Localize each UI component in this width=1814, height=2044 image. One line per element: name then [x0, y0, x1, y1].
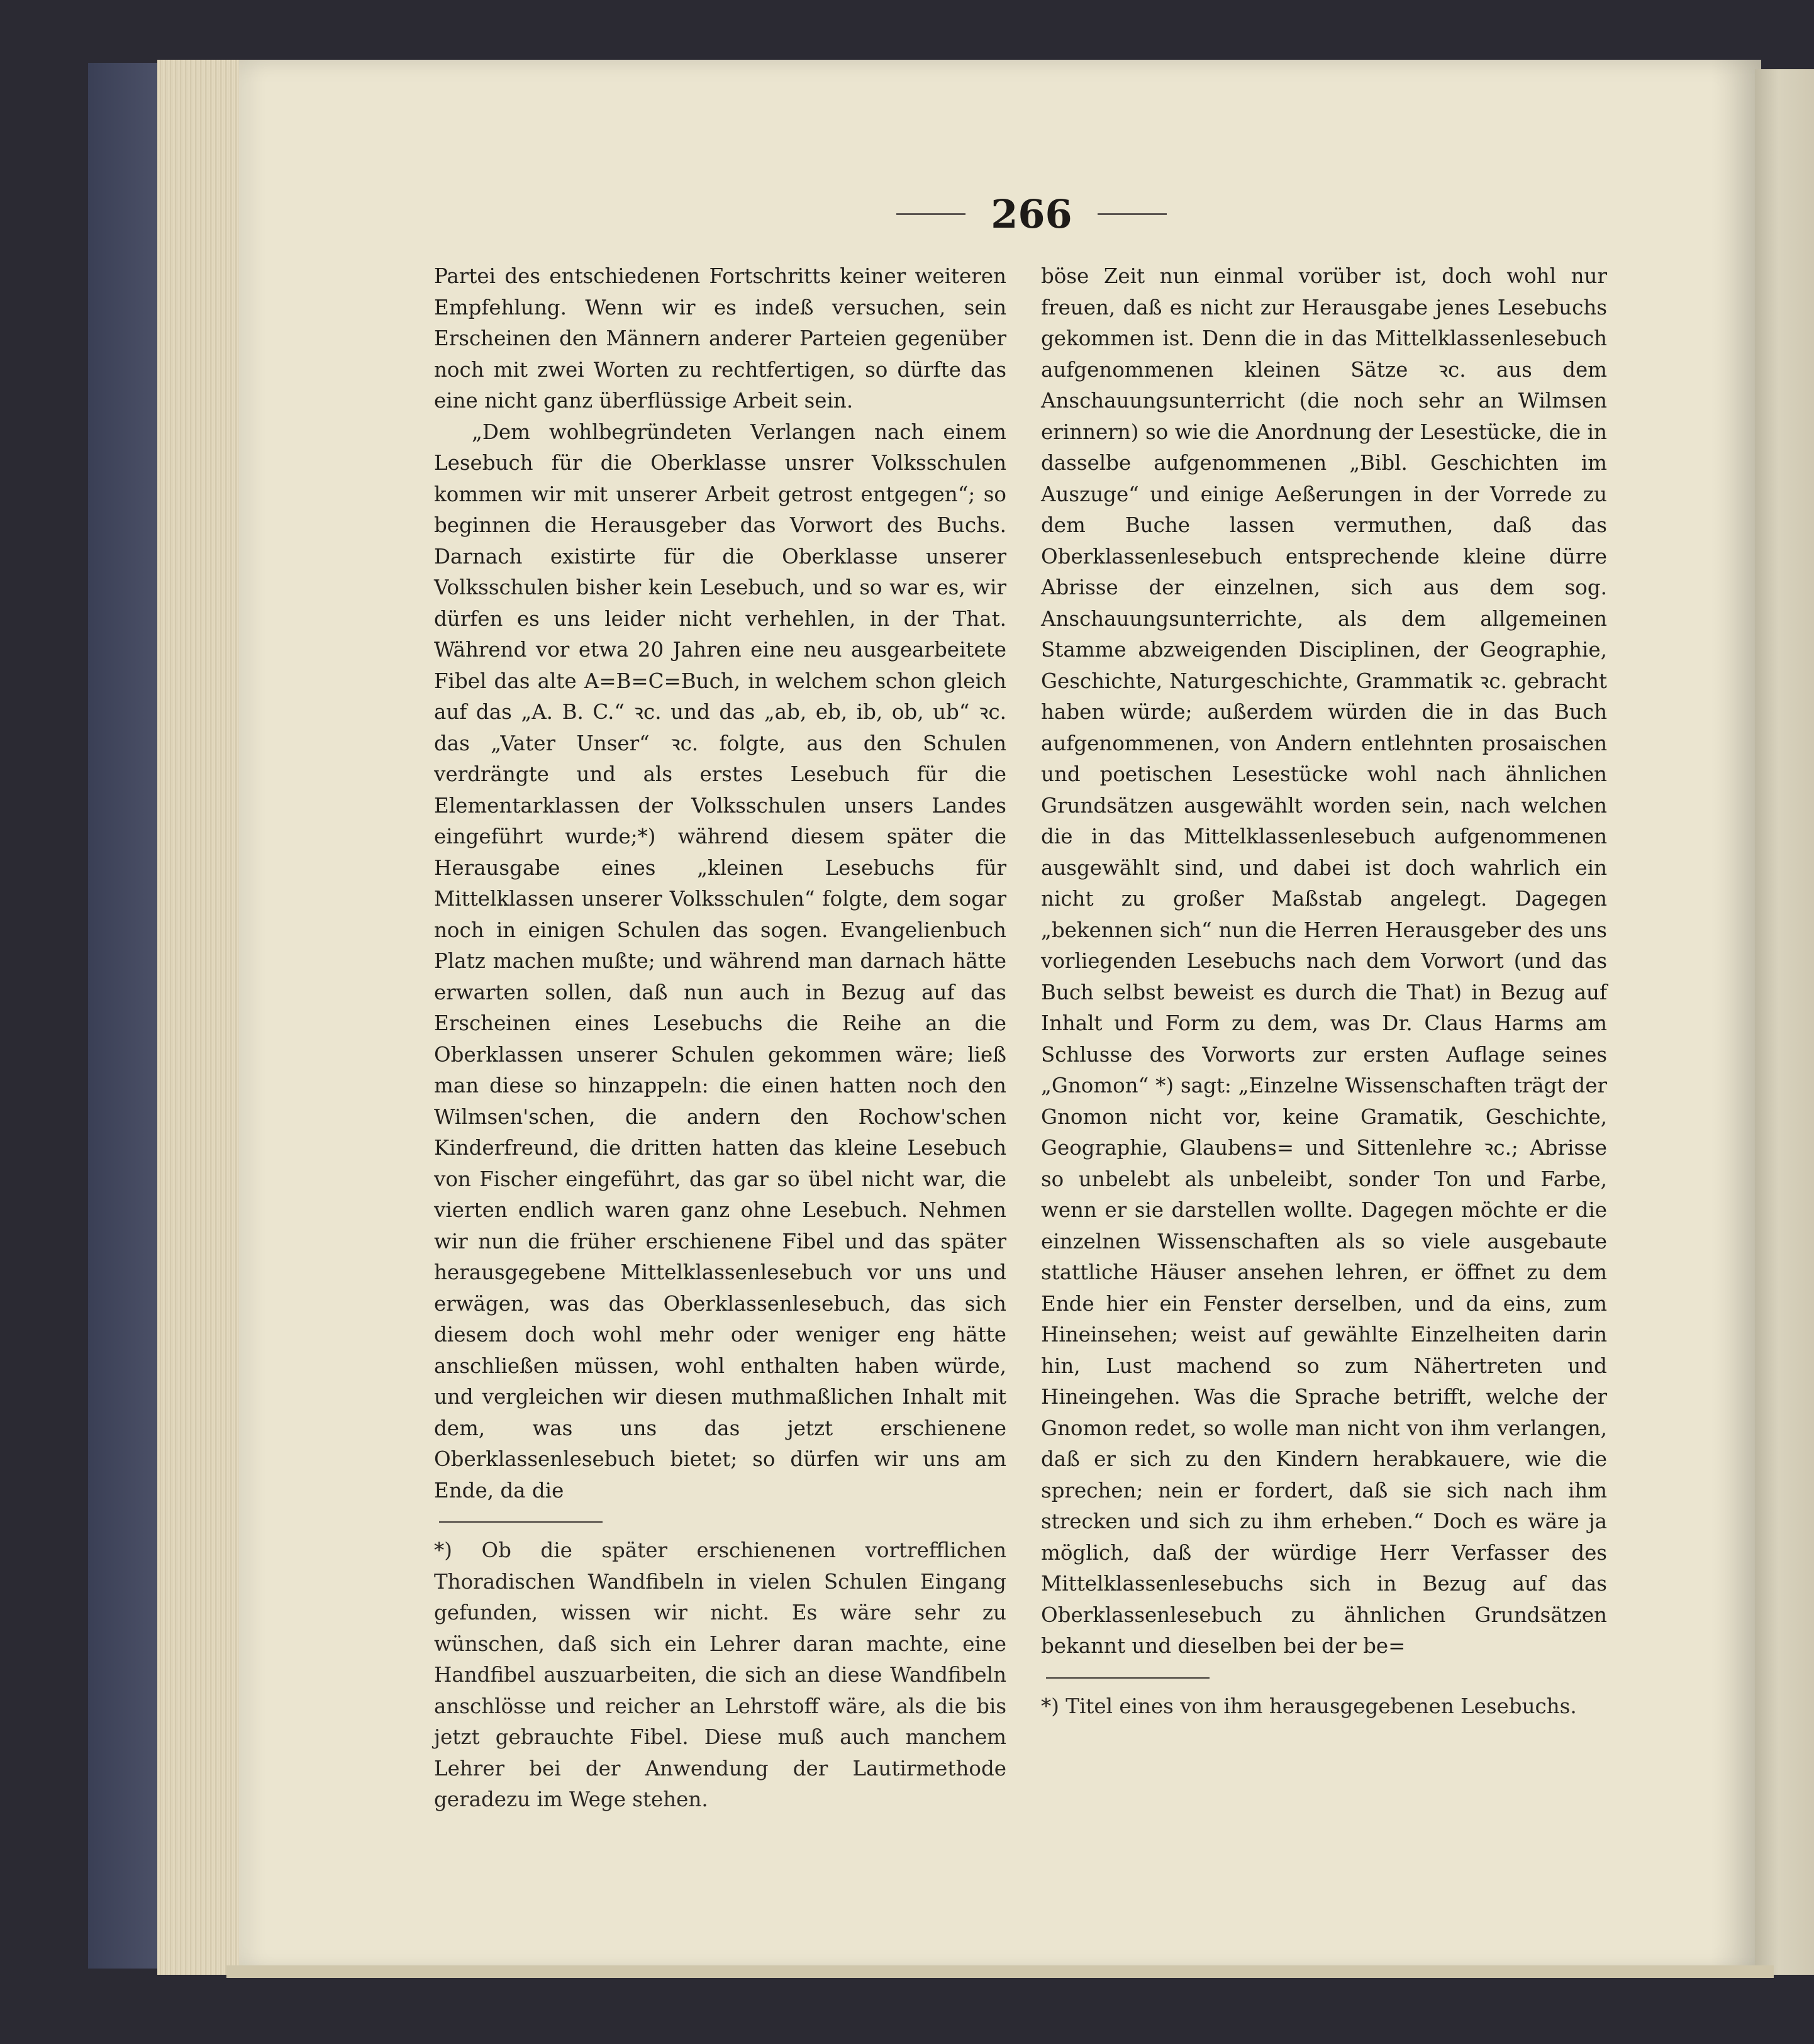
right-paragraph-1: böse Zeit nun einmal vorüber ist, doch wohl nur freuen, daß es nicht zur Herausgabe jenes Lesebuchs gekommen ist. Denn die in das Mittelklassenlesebuch aufgenommenen kleinen Sätze ꝛc. aus dem Anschauungsunterricht (die noch sehr an Wilmsen erinnern) so wie die Anordnung der Lesestücke, die in dasselbe aufgenommenen „Bibl. Geschichten im Auszuge“ und einige Aeßerungen in der Vorrede zu dem Buche lassen vermuthen, daß das Oberklassenlesebuch entsprechende kleine dürre Abrisse der einzelnen, sich aus dem sog. Anschauungsunterrichte, als dem allgemeinen Stamme abzweigenden Disciplinen, der Geographie, Geschichte, Naturgeschichte, Grammatik ꝛc. gebracht haben würde; außerdem würden die in das Buch aufgenommenen, von Andern entlehnten prosaischen und poetischen Lesestücke wohl nach ähnlichen Grundsätzen ausgewählt worden sein, nach welchen die in das Mittelklassenlesebuch aufgenommenen ausgewählt sind, und dabei ist doch wahrlich ein nicht zu großer Maßstab angelegt. Dagegen „bekennen sich“ nun die Herren Herausgeber des uns vorliegenden Lesebuchs nach dem Vorwort (und das Buch selbst beweist es durch die That) in Bezug auf Inhalt und Form zu dem, was Dr. Claus Harms am Schlusse des Vorworts zur ersten Auflage seines „Gnomon“ *) sagt: „Einzelne Wissenschaften trägt der Gnomon nicht vor, keine Gramatik, Geschichte, Geographie, Glaubens= und Sittenlehre ꝛc.; Abrisse so unbelebt als unbeleibt, sonder Ton und Farbe, wenn er sie darstellen wollte. Dagegen möchte er die einzelnen Wissenschaften als so viele ausgebaute stattliche Häuser ansehen lehren, er öffnet zu dem Ende hier ein Fenster derselben, und da eins, zum Hineinsehen; weist auf gewählte Einzelheiten darin hin, Lust machend so zum Nähertreten und Hineingehen. Was die Sprache betrifft, welche der Gnomon redet, so wolle man nicht von ihm verlangen, daß er sich zu den Kindern herabkauere, wie die sprechen; nein er fordert, daß sie sich nach ihm strecken und sich zu ihm erheben.“ Doch es wäre ja möglich, daß der würdige Herr Verfasser des Mittelklassenlesebuchs sich in Bezug auf das Oberklassenlesebuch zu ähnlichen Grundsätzen bekannt und dieselben bei der be=: [1041, 264, 1607, 1658]
left-paragraph-1: Partei des entschiedenen Fortschritts keiner weiteren Empfehlung. Wenn wir es indeß versuchen, sein Erscheinen den Männern anderer Parteien gegenüber noch mit zwei Worten zu rechtfertigen, so dürfte das eine nicht ganz überflüssige Arbeit sein.: [434, 264, 1006, 413]
header-rule-left: [896, 213, 965, 215]
footnote-rule-right: [1046, 1677, 1210, 1679]
page-bottom-edge: [226, 1965, 1774, 1978]
footnote-rule-left: [439, 1521, 603, 1523]
next-page-edge: [1755, 69, 1814, 1975]
right-column: [1041, 261, 1607, 1722]
page-number: 266: [991, 191, 1072, 237]
right-footnote: *) Titel eines von ihm herausgegebenen Lesebuchs.: [1041, 1694, 1577, 1718]
left-column: [434, 261, 1006, 1816]
gutter-shadow: [1711, 60, 1761, 1972]
header-rule-right: [1098, 213, 1167, 215]
left-footnote: *) Ob die später erschienenen vortrefflichen Thoradischen Wandfibeln in vielen Schulen Eingang gefunden, wissen wir nicht. Es wäre sehr zu wünschen, daß sich ein Lehrer daran machte, eine Handfibel auszuarbeiten, die sich an diese Wandfibeln anschlösse und reicher an Lehrstoff wäre, als die bis jetzt gebrauchte Fibel. Diese muß auch manchem Lehrer bei der Anwendung der Lautirmethode geradezu im Wege stehen.: [434, 1538, 1006, 1811]
left-paragraph-2: „Dem wohlbegründeten Verlangen nach einem Lesebuch für die Oberklasse unsrer Volksschulen kommen wir mit unserer Arbeit getrost entgegen“; so beginnen die Herausgeber das Vorwort des Buchs. Darnach existirte für die Oberklasse unserer Volksschulen bisher kein Lesebuch, und so war es, wir dürfen es uns leider nicht verhehlen, in der That. Während vor etwa 20 Jahren eine neu ausgearbeitete Fibel das alte A=B=C=Buch, in welchem schon gleich auf das „A. B. C.“ ꝛc. und das „ab, eb, ib, ob, ub“ ꝛc. das „Vater Unser“ ꝛc. folgte, aus den Schulen verdrängte und als erstes Lesebuch für die Elementarklassen der Volksschulen unsers Landes eingeführt wurde;*) während diesem später die Herausgabe eines „kleinen Lesebuchs für Mittelklassen unserer Volksschulen“ folgte, dem sogar noch in einigen Schulen das sogen. Evangelienbuch Platz machen mußte; und während man darnach hätte erwarten sollen, daß nun auch in Bezug auf das Erscheinen eines Lesebuchs die Reihe an die Oberklassen unserer Schulen gekommen wäre; ließ man diese so hinzappeln: die einen hatten noch den Wilmsen'schen, die andern den Rochow'schen Kinderfreund, die dritten hatten das kleine Lesebuch von Fischer eingeführt, das gar so übel nicht war, die vierten endlich waren ganz ohne Lesebuch. Nehmen wir nun die früher erschienene Fibel und das später herausgegebene Mittelklassenlesebuch vor uns und erwägen, was das Oberklassenlesebuch, das sich diesem doch wohl mehr oder weniger eng hätte anschließen müssen, wohl enthalten haben würde, und vergleichen wir diesen muthmaßlichen Inhalt mit dem, was uns das jetzt erschienene Oberklassenlesebuch bietet; so dürfen wir uns am Ende, da die: [434, 419, 1006, 1502]
page-header: [868, 189, 1195, 239]
